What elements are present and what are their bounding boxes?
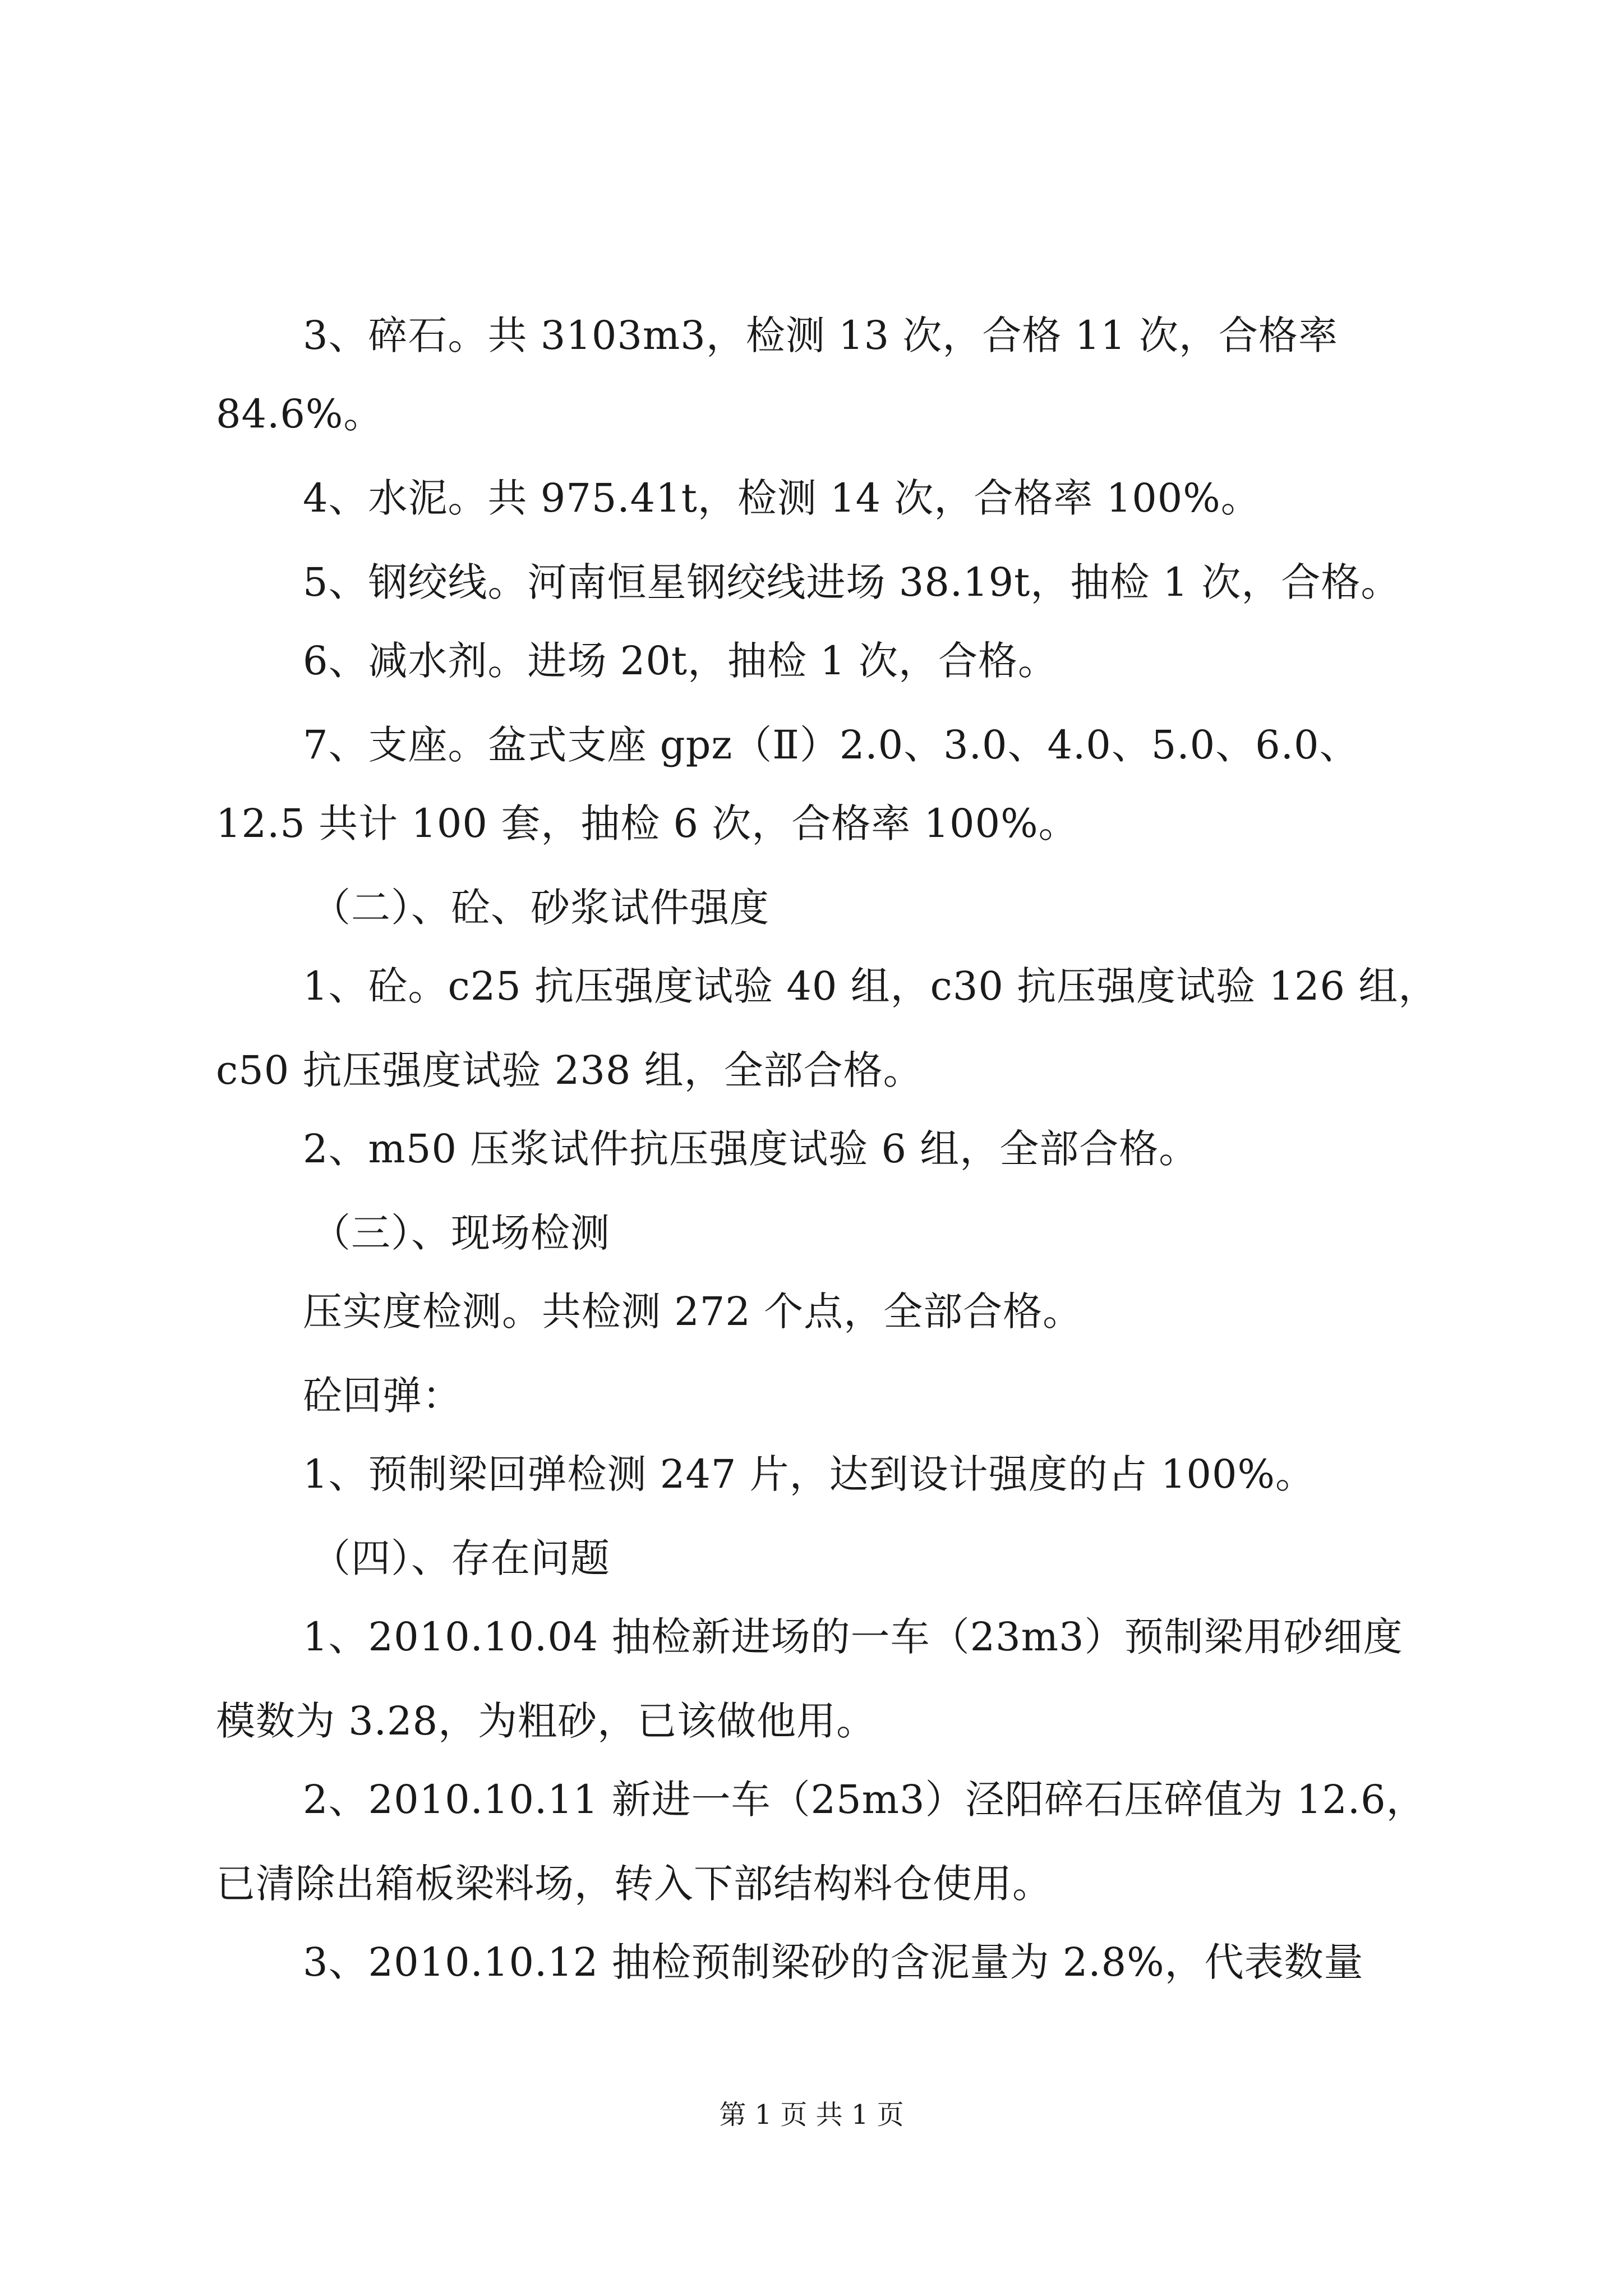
text-line: 3、2010.10.12 抽检预制梁砂的含泥量为 2.8%，代表数量 [303,1939,1364,1985]
text-line: 7、支座。盆式支座 gpz（Ⅱ）2.0、3.0、4.0、5.0、6.0、 [303,722,1359,768]
section-heading: （三）、现场检测 [311,1210,610,1256]
text-line: 2、m50 压浆试件抗压强度试验 6 组，全部合格。 [303,1126,1199,1172]
section-heading: （二）、砼、砂浆试件强度 [311,885,769,931]
text-line: 2、2010.10.11 新进一车（25m3）泾阳碎石压碎值为 12.6， [303,1777,1426,1823]
text-line: 压实度检测。共检测 272 个点，全部合格。 [303,1289,1083,1335]
text-line: 5、钢绞线。河南恒星钢绞线进场 38.19t，抽检 1 次，合格。 [303,559,1401,605]
text-line: c50 抗压强度试验 238 组，全部合格。 [216,1047,923,1093]
text-line: 砼回弹： [303,1373,462,1419]
page-footer: 第 1 页 共 1 页 [719,2099,904,2131]
text-line: 84.6%。 [216,391,384,437]
text-line: 1、预制梁回弹检测 247 片，达到设计强度的占 100%。 [303,1451,1316,1497]
text-line: 12.5 共计 100 套，抽检 6 次，合格率 100%。 [216,800,1078,846]
text-line: 模数为 3.28，为粗砂，已该做他用。 [216,1698,877,1744]
text-line: 已清除出箱板梁料场，转入下部结构料仓使用。 [216,1861,1052,1907]
section-heading: （四）、存在问题 [311,1535,610,1581]
text-line: 1、砼。c25 抗压强度试验 40 组，c30 抗压强度试验 126 组， [303,963,1438,1009]
text-line: 1、2010.10.04 抽检新进场的一车（23m3）预制梁用砂细度 [303,1614,1403,1660]
text-line: 3、碎石。共 3103m3，检测 13 次，合格 11 次，合格率 [303,312,1338,358]
text-line: 4、水泥。共 975.41t，检测 14 次，合格率 100%。 [303,475,1261,521]
text-line: 6、减水剂。进场 20t，抽检 1 次，合格。 [303,638,1058,684]
